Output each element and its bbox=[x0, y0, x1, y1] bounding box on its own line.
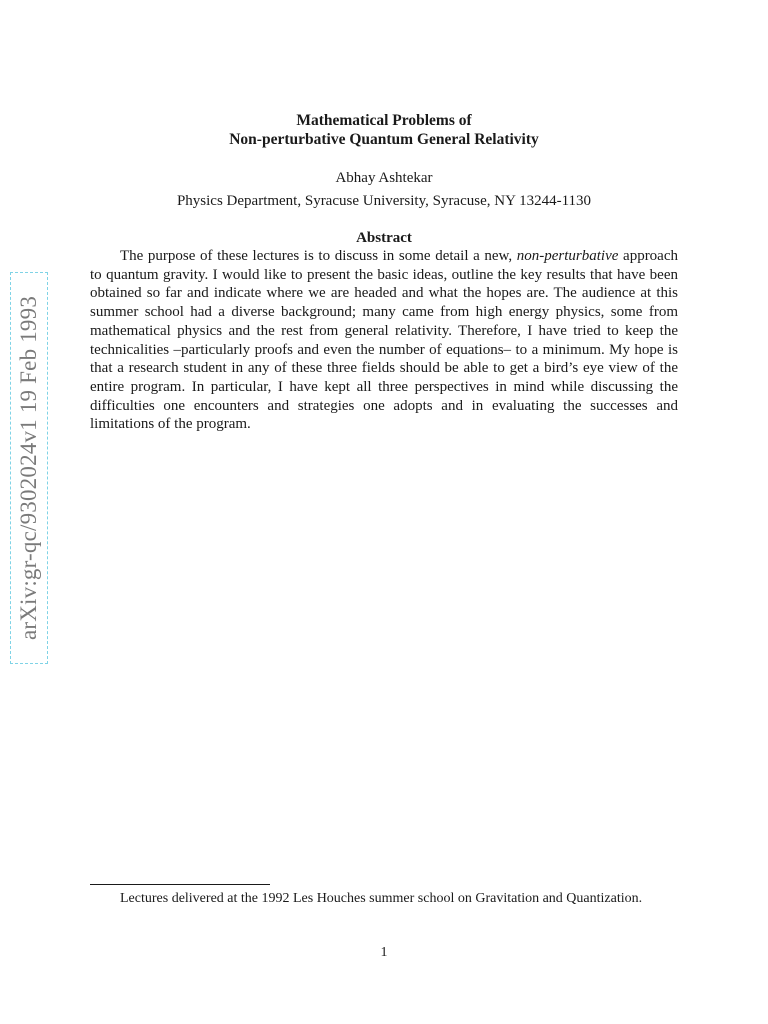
paper-title-line-2: Non-perturbative Quantum General Relativity bbox=[229, 131, 539, 148]
footnote: Lectures delivered at the 1992 Les Houches summer school on Gravitation and Quantization. bbox=[120, 891, 643, 906]
abstract-heading: Abstract bbox=[356, 230, 412, 246]
abstract-text-start: The purpose of these lectures is to discuss in some detail a new, bbox=[120, 248, 517, 264]
abstract-text-rest: approach to quantum gravity. I would like to present the basic ideas, outline the key results that have been obtained so far and indicate where we are headed and what the hopes are. The audience at this summer school had a diverse background; many came from high energy physics, some from mathematical physics and the rest from general relativity. Therefore, I have tried to keep the technicalities –particularly proofs and even the number of equations– to a minimum. My hope is that a research student in any of these three fields should be able to get a bird’s eye view of the entire program. In particular, I have kept all three perspectives in mind while discussing the difficulties one encounters and strategies one adopts and in evaluating the successes and limitations of the program. bbox=[90, 248, 678, 433]
paper-title-line-1: Mathematical Problems of bbox=[296, 112, 472, 129]
page-number: 1 bbox=[380, 945, 388, 960]
author-affiliation: Physics Department, Syracuse University, Syracuse, NY 13244-1130 bbox=[176, 193, 592, 209]
footnote-rule bbox=[90, 884, 270, 885]
abstract-emphasis: non-perturbative bbox=[516, 248, 619, 264]
arxiv-stamp bbox=[10, 272, 48, 664]
abstract-body bbox=[90, 247, 678, 434]
author-name: Abhay Ashtekar bbox=[335, 170, 433, 186]
arxiv-stamp-text: arXiv:gr-qc/9302024v1 19 Feb 1993 bbox=[16, 295, 41, 641]
